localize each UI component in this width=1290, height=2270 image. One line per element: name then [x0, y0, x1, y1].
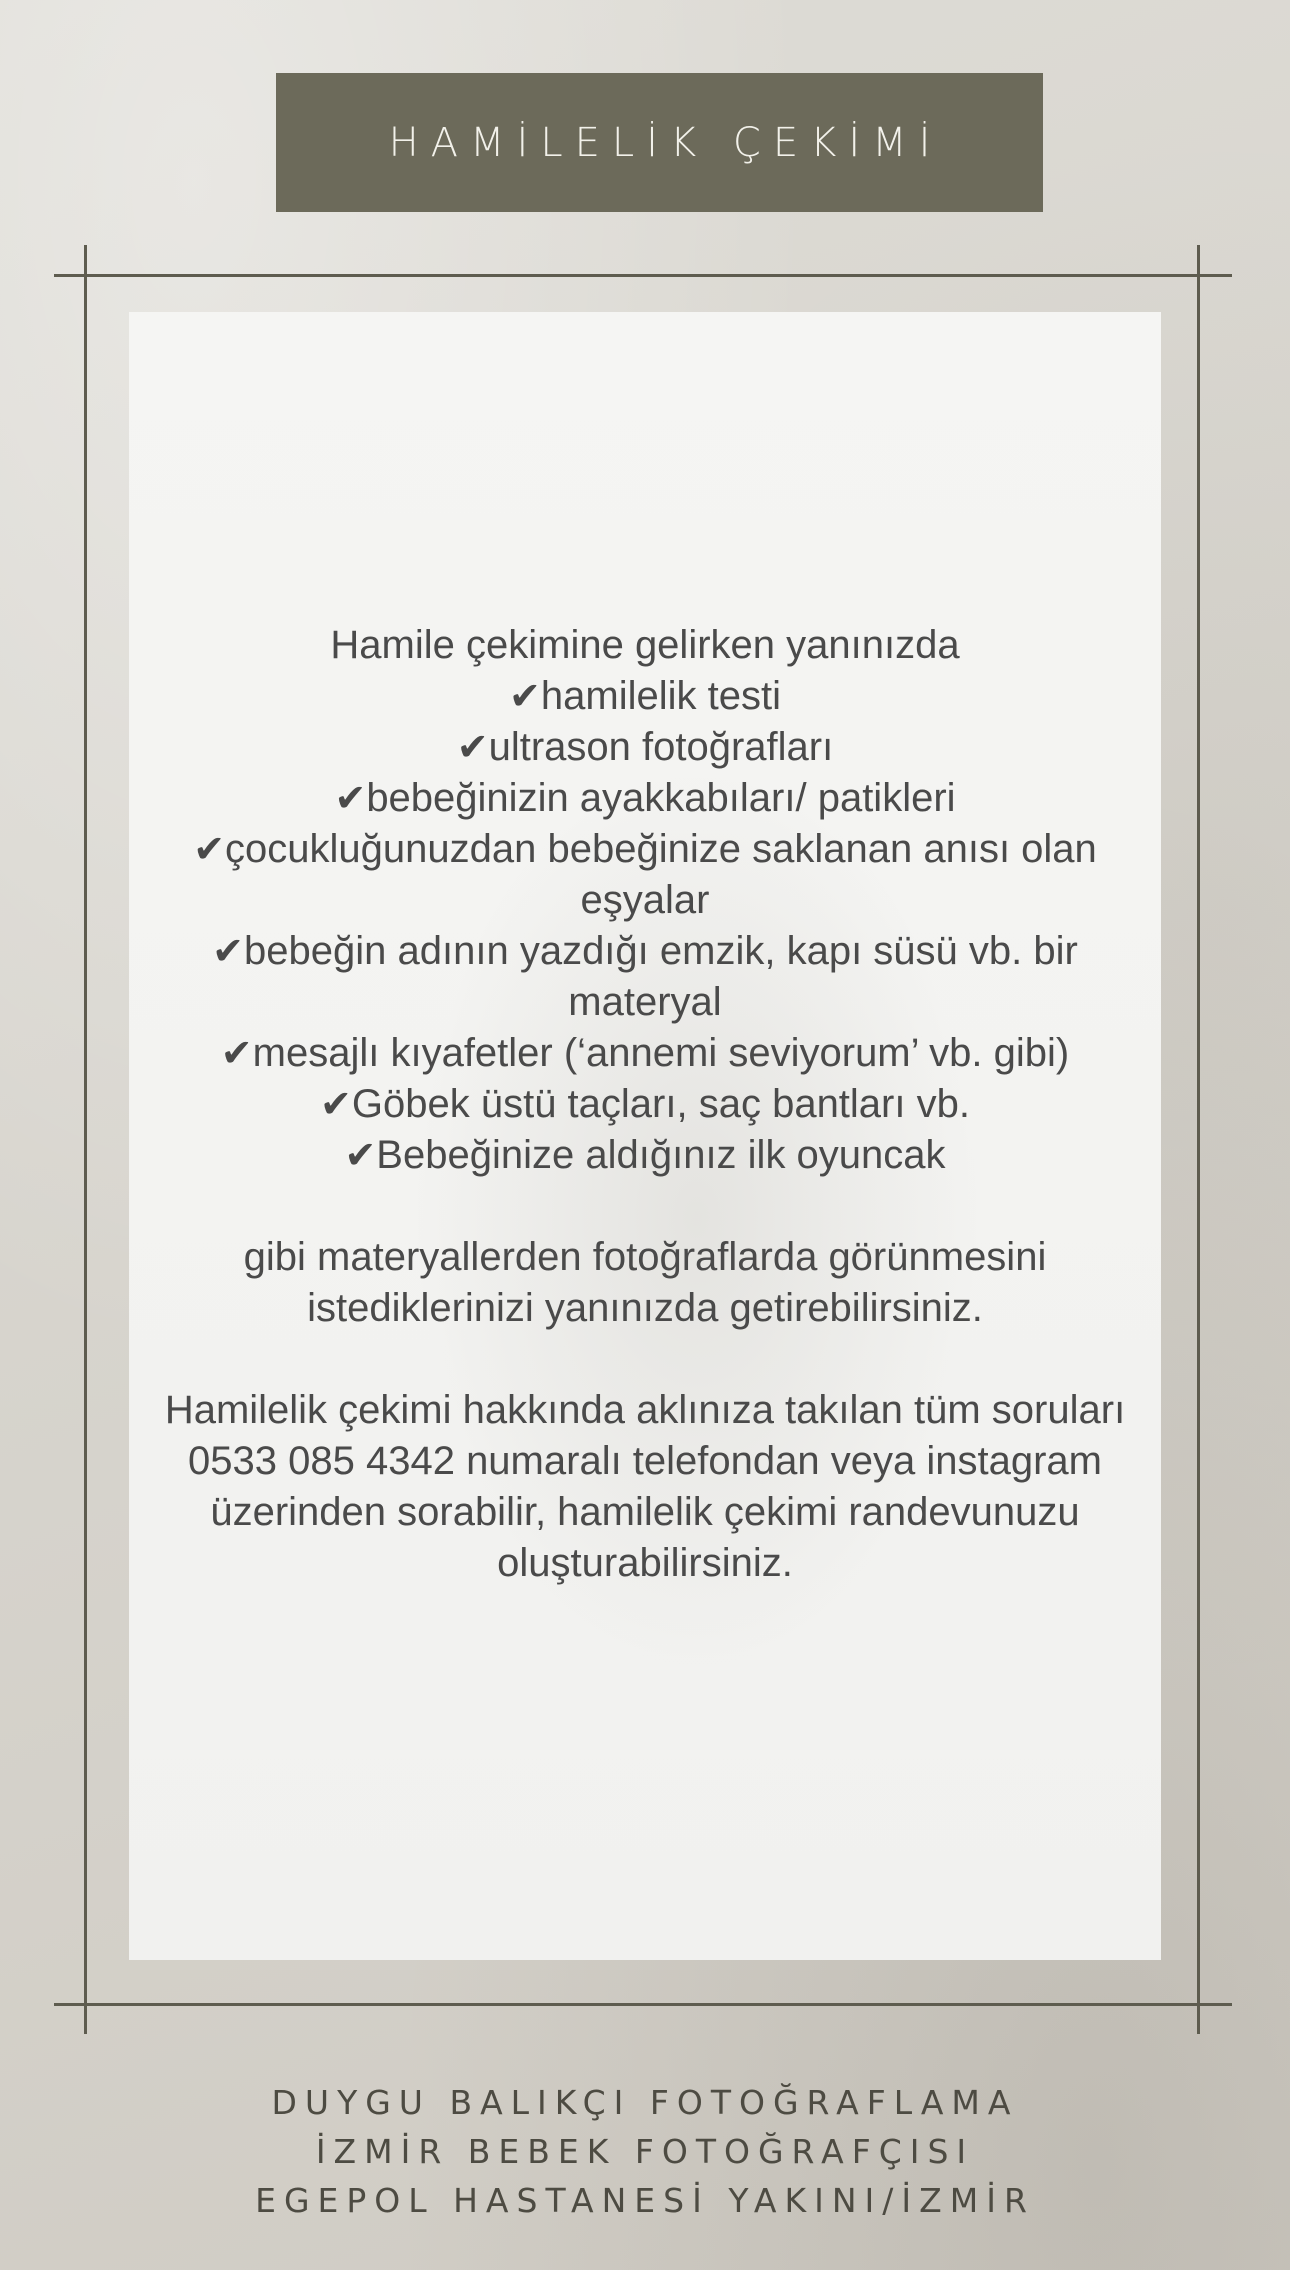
frame-right-line	[1197, 245, 1200, 2034]
list-item: ✔çocukluğunuzdan bebeğinize saklanan anısı olan eşyalar	[193, 827, 1097, 922]
page-title: HAMİLELİK ÇEKİMİ	[388, 119, 943, 166]
footer-location: EGEPOL HASTANESİ YAKINI/İZMİR	[255, 2181, 1035, 2220]
check-icon: ✔	[193, 827, 226, 871]
check-icon: ✔	[456, 725, 489, 769]
check-icon: ✔	[509, 674, 541, 718]
list-item: ✔mesajlı kıyafetler (‘annemi seviyorum’ vb. gibi)	[220, 1031, 1070, 1075]
footer-brand: DUYGU BALIKÇI FOTOĞRAFLAMA	[271, 2083, 1019, 2122]
title-banner	[276, 73, 1043, 212]
list-item: ✔bebeğin adının yazdığı emzik, kapı süsü vb. bir materyal	[212, 929, 1078, 1024]
check-icon: ✔	[320, 1082, 352, 1126]
list-item: ✔ultrason fotoğrafları	[456, 725, 834, 769]
intro-text: Hamile çekimine gelirken yanınızda	[330, 623, 960, 667]
contact-text: Hamilelik çekimi hakkında aklınıza takılan tüm soruları 0533 085 4342 numaralı telefondan veya instagram üzerinden sorabilir, hamilelik çekimi randevunuzu oluşturabilirsiniz.	[164, 1388, 1126, 1585]
spacer	[160, 1181, 1130, 1232]
list-item: ✔bebeğinizin ayakkabıları/ patikleri	[334, 776, 956, 820]
frame-top-line	[54, 274, 1232, 277]
frame-left-line	[84, 245, 87, 2034]
frame-bottom-line	[54, 2003, 1232, 2006]
footer-tagline: İZMİR BEBEK FOTOĞRAFÇISI	[315, 2132, 975, 2171]
content-text	[160, 620, 1130, 1589]
check-icon: ✔	[220, 1031, 253, 1075]
closing-text: gibi materyallerden fotoğraflarda görünmesini istediklerinizi yanınızda getirebilirsiniz.	[243, 1235, 1047, 1330]
list-item: ✔Bebeğinize aldığınız ilk oyuncak	[344, 1133, 946, 1177]
list-item: ✔hamilelik testi	[509, 674, 781, 718]
check-icon: ✔	[212, 929, 245, 973]
check-icon: ✔	[344, 1133, 377, 1177]
footer	[0, 2078, 1290, 2225]
check-icon: ✔	[334, 776, 367, 820]
spacer	[160, 1334, 1130, 1385]
list-item: ✔Göbek üstü taçları, saç bantları vb.	[320, 1082, 970, 1126]
